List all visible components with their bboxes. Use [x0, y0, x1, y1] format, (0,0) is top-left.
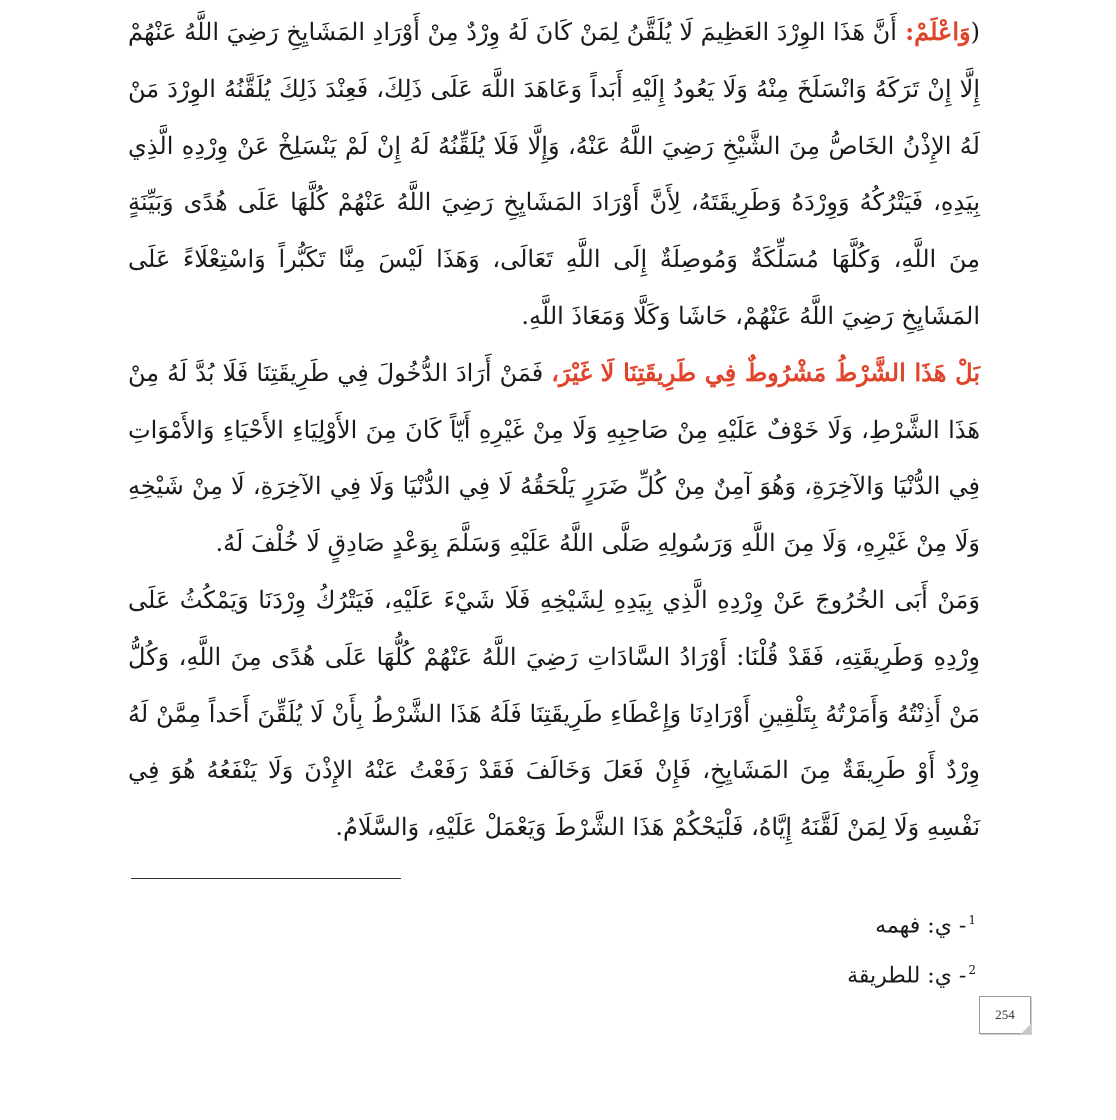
footnote-separator [131, 878, 401, 879]
footnote-1 [847, 898, 976, 948]
footnotes [847, 898, 976, 999]
lead-colon: : [896, 17, 915, 46]
highlighted-lead: بَلْ هَذَا الشَّرْطُ مَشْرُوطٌ فِي طَرِيقَتِنَا لَا غَيْرَ، [551, 357, 980, 387]
page-number-box [979, 996, 1031, 1034]
footnote-number: 1 [968, 913, 976, 927]
page-number: 254 [995, 1007, 1015, 1022]
open-paren: ( [970, 18, 981, 46]
footnote-text: - ي: فهمه [875, 913, 967, 939]
paragraph-2 [128, 345, 980, 572]
paragraph-3 [128, 572, 980, 856]
footnote-2 [847, 948, 976, 998]
paragraph-text: فَمَنْ أَرَادَ الدُّخُولَ فِي طَرِيقَتِنَا فَلَا بُدَّ لَهُ مِنْ هَذَا الشَّرْطِ، وَلَا خَوْفٌ عَلَيْهِ مِنْ صَاحِبِهِ وَلَا مِنْ غَيْرِهِ أَيّاً كَانَ مِنَ الأَوْلِيَاءِ الأَحْيَاءِ وَالأَمْوَاتِ فِي الدُّنْيَا وَالآخِرَةِ، وَهُوَ آمِنٌ مِنْ كُلِّ ضَرَرٍ يَلْحَقُهُ لَا فِي الدُّنْيَا وَلَا فِي الآخِرَةِ، لَا مِنْ شَيْخِهِ وَلَا مِنْ غَيْرِهِ، وَلَا مِنَ اللَّهِ وَرَسُولِهِ صَلَّى اللَّهُ عَلَيْهِ وَسَلَّمَ بِوَعْدٍ صَادِقٍ لَا خُلْفَ لَهُ. [128, 358, 980, 558]
footnote-text: - ي: للطريقة [847, 963, 967, 989]
main-text [128, 4, 980, 856]
paragraph-1 [128, 4, 980, 345]
paragraph-text: أَنَّ هَذَا الوِرْدَ العَظِيمَ لَا يُلَقَّنُ لِمَنْ كَانَ لَهُ وِرْدٌ مِنْ أَوْرَادِ المَشَايِخِ رَضِيَ اللَّهُ عَنْهُمْ إِلَّا إِنْ تَرَكَهُ وَانْسَلَخَ مِنْهُ وَلَا يَعُودُ إِلَيْهِ أَبَداً وَعَاهَدَ اللَّهَ عَلَى ذَلِكَ، فَعِنْدَ ذَلِكَ يُلَقَّنُهُ الوِرْدَ مَنْ لَهُ الإِذْنُ الخَاصُّ مِنَ الشَّيْخِ رَضِيَ اللَّهُ عَنْهُ، وَإِلَّا فَلَا يُلَقِّنُهُ لَهُ إِنْ لَمْ يَنْسَلِخْ عَنْ وِرْدِهِ الَّذِي بِيَدِهِ، فَيَتْرُكُهُ وَوِرْدَهُ وَطَرِيقَتَهُ، لِأَنَّ أَوْرَادَ المَشَايِخِ رَضِيَ اللَّهُ عَنْهُمْ كُلَّهَا عَلَى هُدًى وَبَيِّنَةٍ مِنَ اللَّهِ، وَكُلَّهَا مُسَلِّكَةٌ وَمُوصِلَةٌ إِلَى اللَّهِ تَعَالَى، وَهَذَا لَيْسَ مِنَّا تَكَبُّراً وَاسْتِعْلَاءً عَلَى المَشَايِخِ رَضِيَ اللَّهُ عَنْهُمْ، حَاشَا وَكَلَّا وَمَعَاذَ اللَّهِ. [128, 18, 981, 330]
highlighted-lead: وَاعْلَمْ [914, 17, 971, 46]
paragraph-text: وَمَنْ أَبَى الخُرُوجَ عَنْ وِرْدِهِ الَّذِي بِيَدِهِ لِشَيْخِهِ فَلَا شَيْءَ عَلَيْهِ، فَيَتْرُكُ وِرْدَنَا وَيَمْكُثُ عَلَى وِرْدِهِ وَطَرِيقَتِهِ، فَقَدْ قُلْنَا: أَوْرَادُ السَّادَاتِ رَضِيَ اللَّهُ عَنْهُمْ كُلُّهَا عَلَى هُدًى مِنَ اللَّهِ، وَكُلُّ مَنْ أَذِنْتُهُ وَأَمَرْتُهُ بِتَلْقِينِ أَوْرَادِنَا وَإِعْطَاءِ طَرِيقَتِنَا فَلَهُ هَذَا الشَّرْطُ بِأَنْ لَا يُلَقِّنَ أَحَداً مِمَّنْ لَهُ وِرْدٌ أَوْ طَرِيقَةٌ مِنَ المَشَايِخِ، فَإِنْ فَعَلَ وَخَالَفَ فَقَدْ رَفَعْتُ عَنْهُ الإِذْنَ وَلَا يَنْفَعُهُ هُوَ فِي نَفْسِهِ وَلَا لِمَنْ لَقَّنَهُ إِيَّاهُ، فَلْيَحْكُمْ هَذَا الشَّرْطَ وَيَعْمَلْ عَلَيْهِ، وَالسَّلَامُ. [128, 585, 981, 842]
footnote-number: 2 [968, 963, 976, 978]
